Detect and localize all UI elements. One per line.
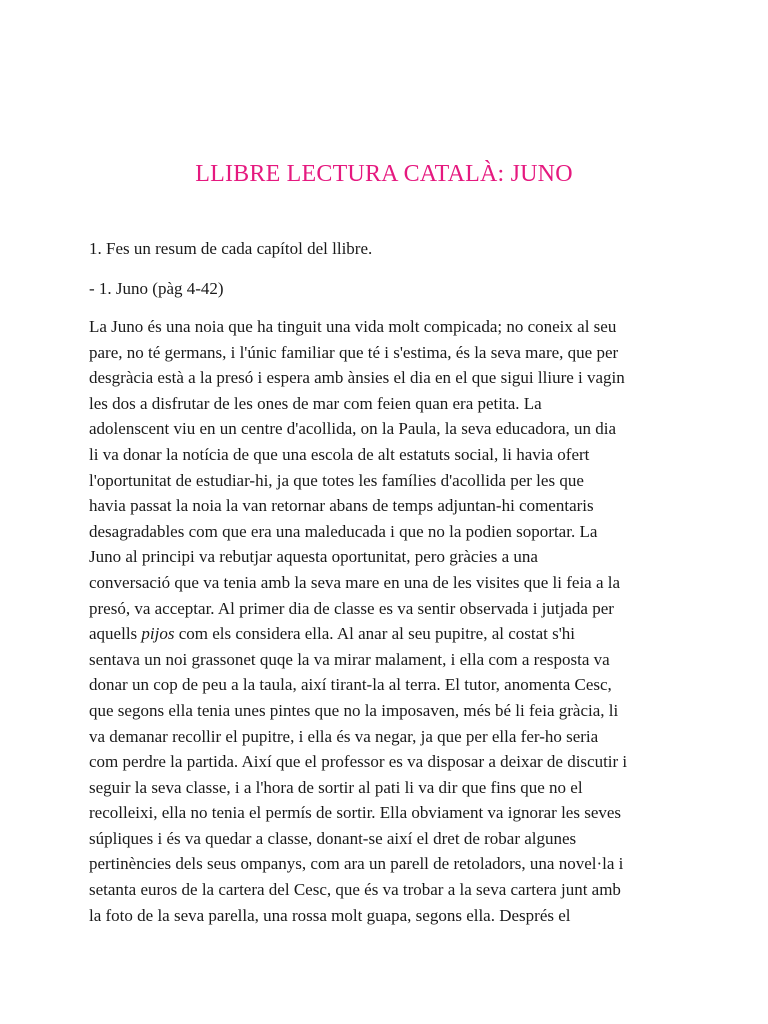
text-line: havia passat la noia la van retornar abans de temps adjuntan-hi comentaris [89, 496, 594, 516]
question-line: 1. Fes un resum de cada capítol del llibre. [89, 239, 373, 258]
text-line [89, 621, 689, 647]
text-line: va demanar recollir el pupitre, i ella és va negar, ja que per ella fer-ho seria [89, 726, 599, 746]
text-line: conversació que va tenia amb la seva mare en una de les visites que li feia a la [89, 572, 621, 592]
text-line: pare, no té germans, i l'únic familiar que té i s'estima, és la seva mare, que per [89, 342, 619, 362]
text-line: adolenscent viu en un centre d'acollida, on la Paula, la seva educadora, un dia [89, 419, 617, 439]
text-line: seguir la seva classe, i a l'hora de sortir al pati li va dir que fins que no el [89, 777, 583, 797]
text-line: li va donar la notícia de que una escola de alt estatuts social, li havia ofert [89, 444, 590, 464]
text-line: com perdre la partida. Així que el professor es va disposar a deixar de discutir i [89, 752, 628, 772]
chapter-heading: - 1. Juno (pàg 4-42) [89, 279, 224, 298]
text-line: presó, va acceptar. Al primer dia de classe es va sentir observada i jutjada per [89, 598, 614, 618]
text-line: súpliques i és va quedar a classe, donant-se així el dret de robar algunes [89, 828, 577, 848]
text-line: la foto de la seva parella, una rossa molt guapa, segons ella. Després el [89, 905, 571, 925]
italic-word: pijos [141, 624, 175, 644]
text-line: l'oportunitat de estudiar-hi, ja que totes les famílies d'acollida per les que [89, 470, 584, 490]
text-fragment: aquells [89, 624, 142, 644]
text-line: Juno al principi va rebutjar aquesta oportunitat, pero gràcies a una [89, 547, 538, 567]
text-line: que segons ella tenia unes pintes que no la imposaven, més bé li feia gràcia, li [89, 700, 619, 720]
text-line: les dos a disfrutar de les ones de mar com feien quan era petita. La [89, 393, 542, 413]
text-line: recolleixi, ella no tenia el permís de sortir. Ella obviament va ignorar les seves [89, 803, 622, 823]
text-line: desgràcia està a la presó i espera amb ànsies el dia en el que sigui lliure i vagin [89, 368, 625, 388]
text-fragment: com els considera ella. Al anar al seu pupitre, al costat s'hi [174, 624, 576, 644]
text-line: donar un cop de peu a la taula, així tirant-la al terra. El tutor, anomenta Cesc, [89, 675, 612, 695]
document-title: LLIBRE LECTURA CATALÀ: JUNO [195, 161, 573, 187]
text-line: sentava un noi grassonet quqe la va mirar malament, i ella com a resposta va [89, 649, 610, 669]
text-line: La Juno és una noia que ha tinguit una vida molt compicada; no coneix al seu [89, 317, 617, 336]
text-line: desagradables com que era una maleducada i que no la podien soportar. La [89, 521, 598, 541]
text-line: pertinències dels seus ompanys, com ara un parell de retoladors, una novel·la i [89, 854, 624, 874]
body-paragraph [89, 314, 689, 928]
text-line: setanta euros de la cartera del Cesc, que és va trobar a la seva cartera junt amb [89, 880, 621, 900]
